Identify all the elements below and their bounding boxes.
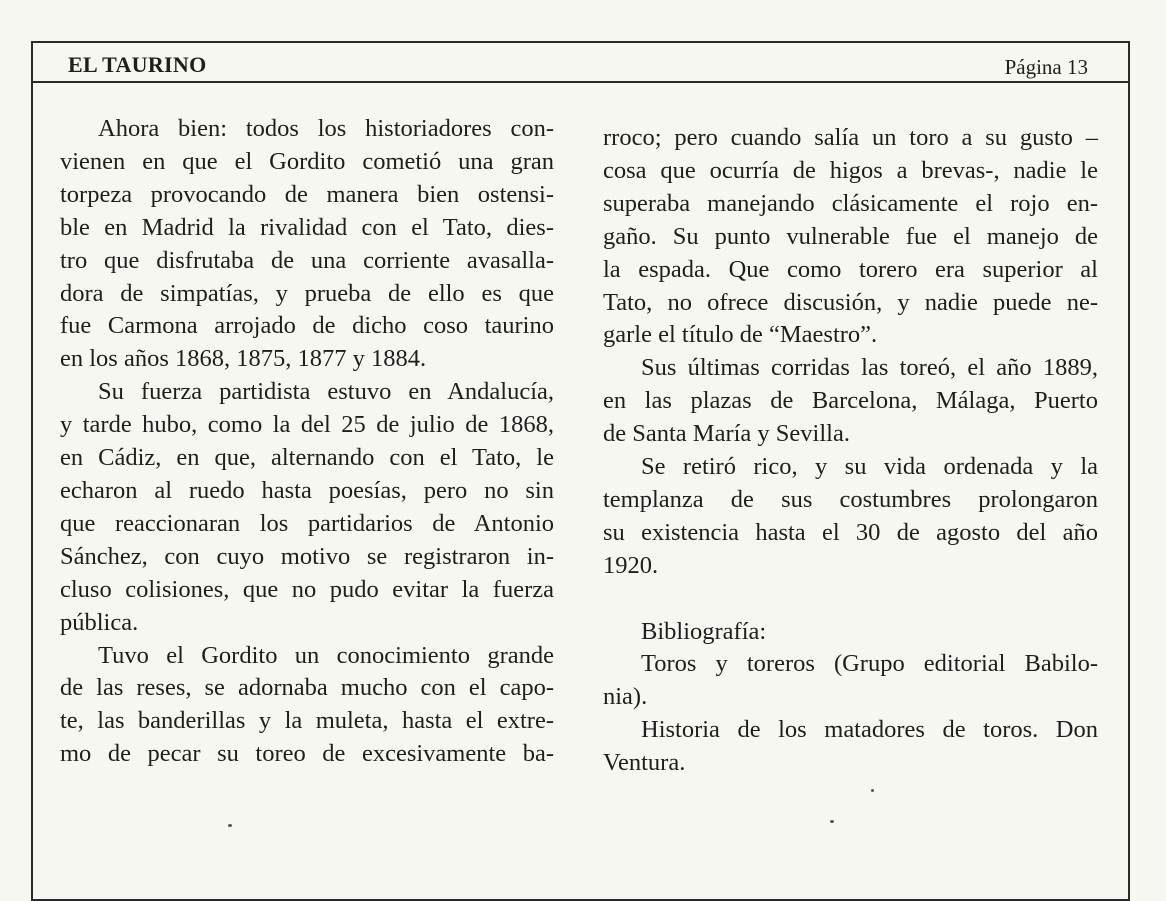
bibliography-heading: Bibliografía: (641, 617, 767, 645)
text-line: de las reses, se adornaba mucho con el capo- (60, 674, 554, 702)
text-line: Toros y toreros (Grupo editorial Babilo- (641, 650, 1098, 678)
paragraph-gap (603, 583, 1098, 616)
text-line: tro que disfrutaba de una corriente avasalla- (60, 246, 554, 274)
text-line: su existencia hasta el 30 de agosto del año (603, 518, 1098, 546)
text-line: cosa que ocurría de higos a brevas-, nadie le (603, 156, 1098, 184)
text-line: te, las banderillas y la muleta, hasta el extre- (60, 707, 554, 735)
scan-speck (871, 789, 874, 792)
text-line: Ventura. (603, 749, 686, 777)
text-line: echaron al ruedo hasta poesías, pero no sin (60, 476, 554, 504)
text-line: Sánchez, con cuyo motivo se registraron in- (60, 542, 554, 570)
text-line: dora de simpatías, y prueba de ello es que (60, 279, 554, 307)
text-line: Su fuerza partidista estuvo en Andalucía, (98, 378, 554, 406)
right-column (603, 122, 1098, 780)
text-line: pública. (60, 608, 139, 636)
text-line: garle el título de “Maestro”. (603, 321, 878, 349)
text-line: torpeza provocando de manera bien ostensi- (60, 180, 554, 208)
text-line: ble en Madrid la rivalidad con el Tato, dies- (60, 213, 554, 241)
text-line: en las plazas de Barcelona, Málaga, Puerto (603, 387, 1098, 415)
page-header (33, 43, 1128, 83)
text-line: la espada. Que como torero era superior al (603, 255, 1098, 283)
left-column (60, 113, 554, 771)
text-line: de Santa María y Sevilla. (603, 420, 850, 448)
text-line: en los años 1868, 1875, 1877 y 1884. (60, 345, 427, 373)
text-line: Tato, no ofrece discusión, y nadie puede ne- (603, 288, 1098, 316)
text-line: cluso colisiones, que no pudo evitar la fuerza (60, 575, 554, 603)
text-line: superaba manejando clásicamente el rojo en- (603, 189, 1098, 217)
text-line: Ahora bien: todos los historiadores con- (98, 115, 554, 142)
text-line: templanza de sus costumbres prolongaron (603, 485, 1098, 513)
text-line: en Cádiz, en que, alternando con el Tato, le (60, 444, 554, 472)
text-line: fue Carmona arrojado de dicho coso taurino (60, 312, 554, 340)
text-line: rroco; pero cuando salía un toro a su gusto – (603, 124, 1098, 151)
page-number: Página 13 (1004, 55, 1088, 79)
scan-speck (830, 820, 834, 823)
text-line: gaño. Su punto vulnerable fue el manejo de (603, 222, 1098, 250)
text-line: y tarde hubo, como la del 25 de julio de 1868, (60, 411, 554, 439)
text-line: vienen en que el Gordito cometió una gran (60, 147, 554, 175)
scan-speck (228, 824, 232, 827)
text-line: Tuvo el Gordito un conocimiento grande (98, 641, 554, 669)
text-line: nia). (603, 683, 648, 711)
text-line: mo de pecar su toreo de excesivamente ba- (60, 740, 554, 768)
text-line: que reaccionaran los partidarios de Antonio (60, 509, 554, 537)
text-line: Sus últimas corridas las toreó, el año 1889, (641, 354, 1098, 382)
text-line: Se retiró rico, y su vida ordenada y la (641, 453, 1098, 481)
text-line: Historia de los matadores de toros. Don (641, 716, 1098, 744)
text-line: 1920. (603, 551, 659, 579)
publication-title: EL TAURINO (68, 52, 207, 77)
